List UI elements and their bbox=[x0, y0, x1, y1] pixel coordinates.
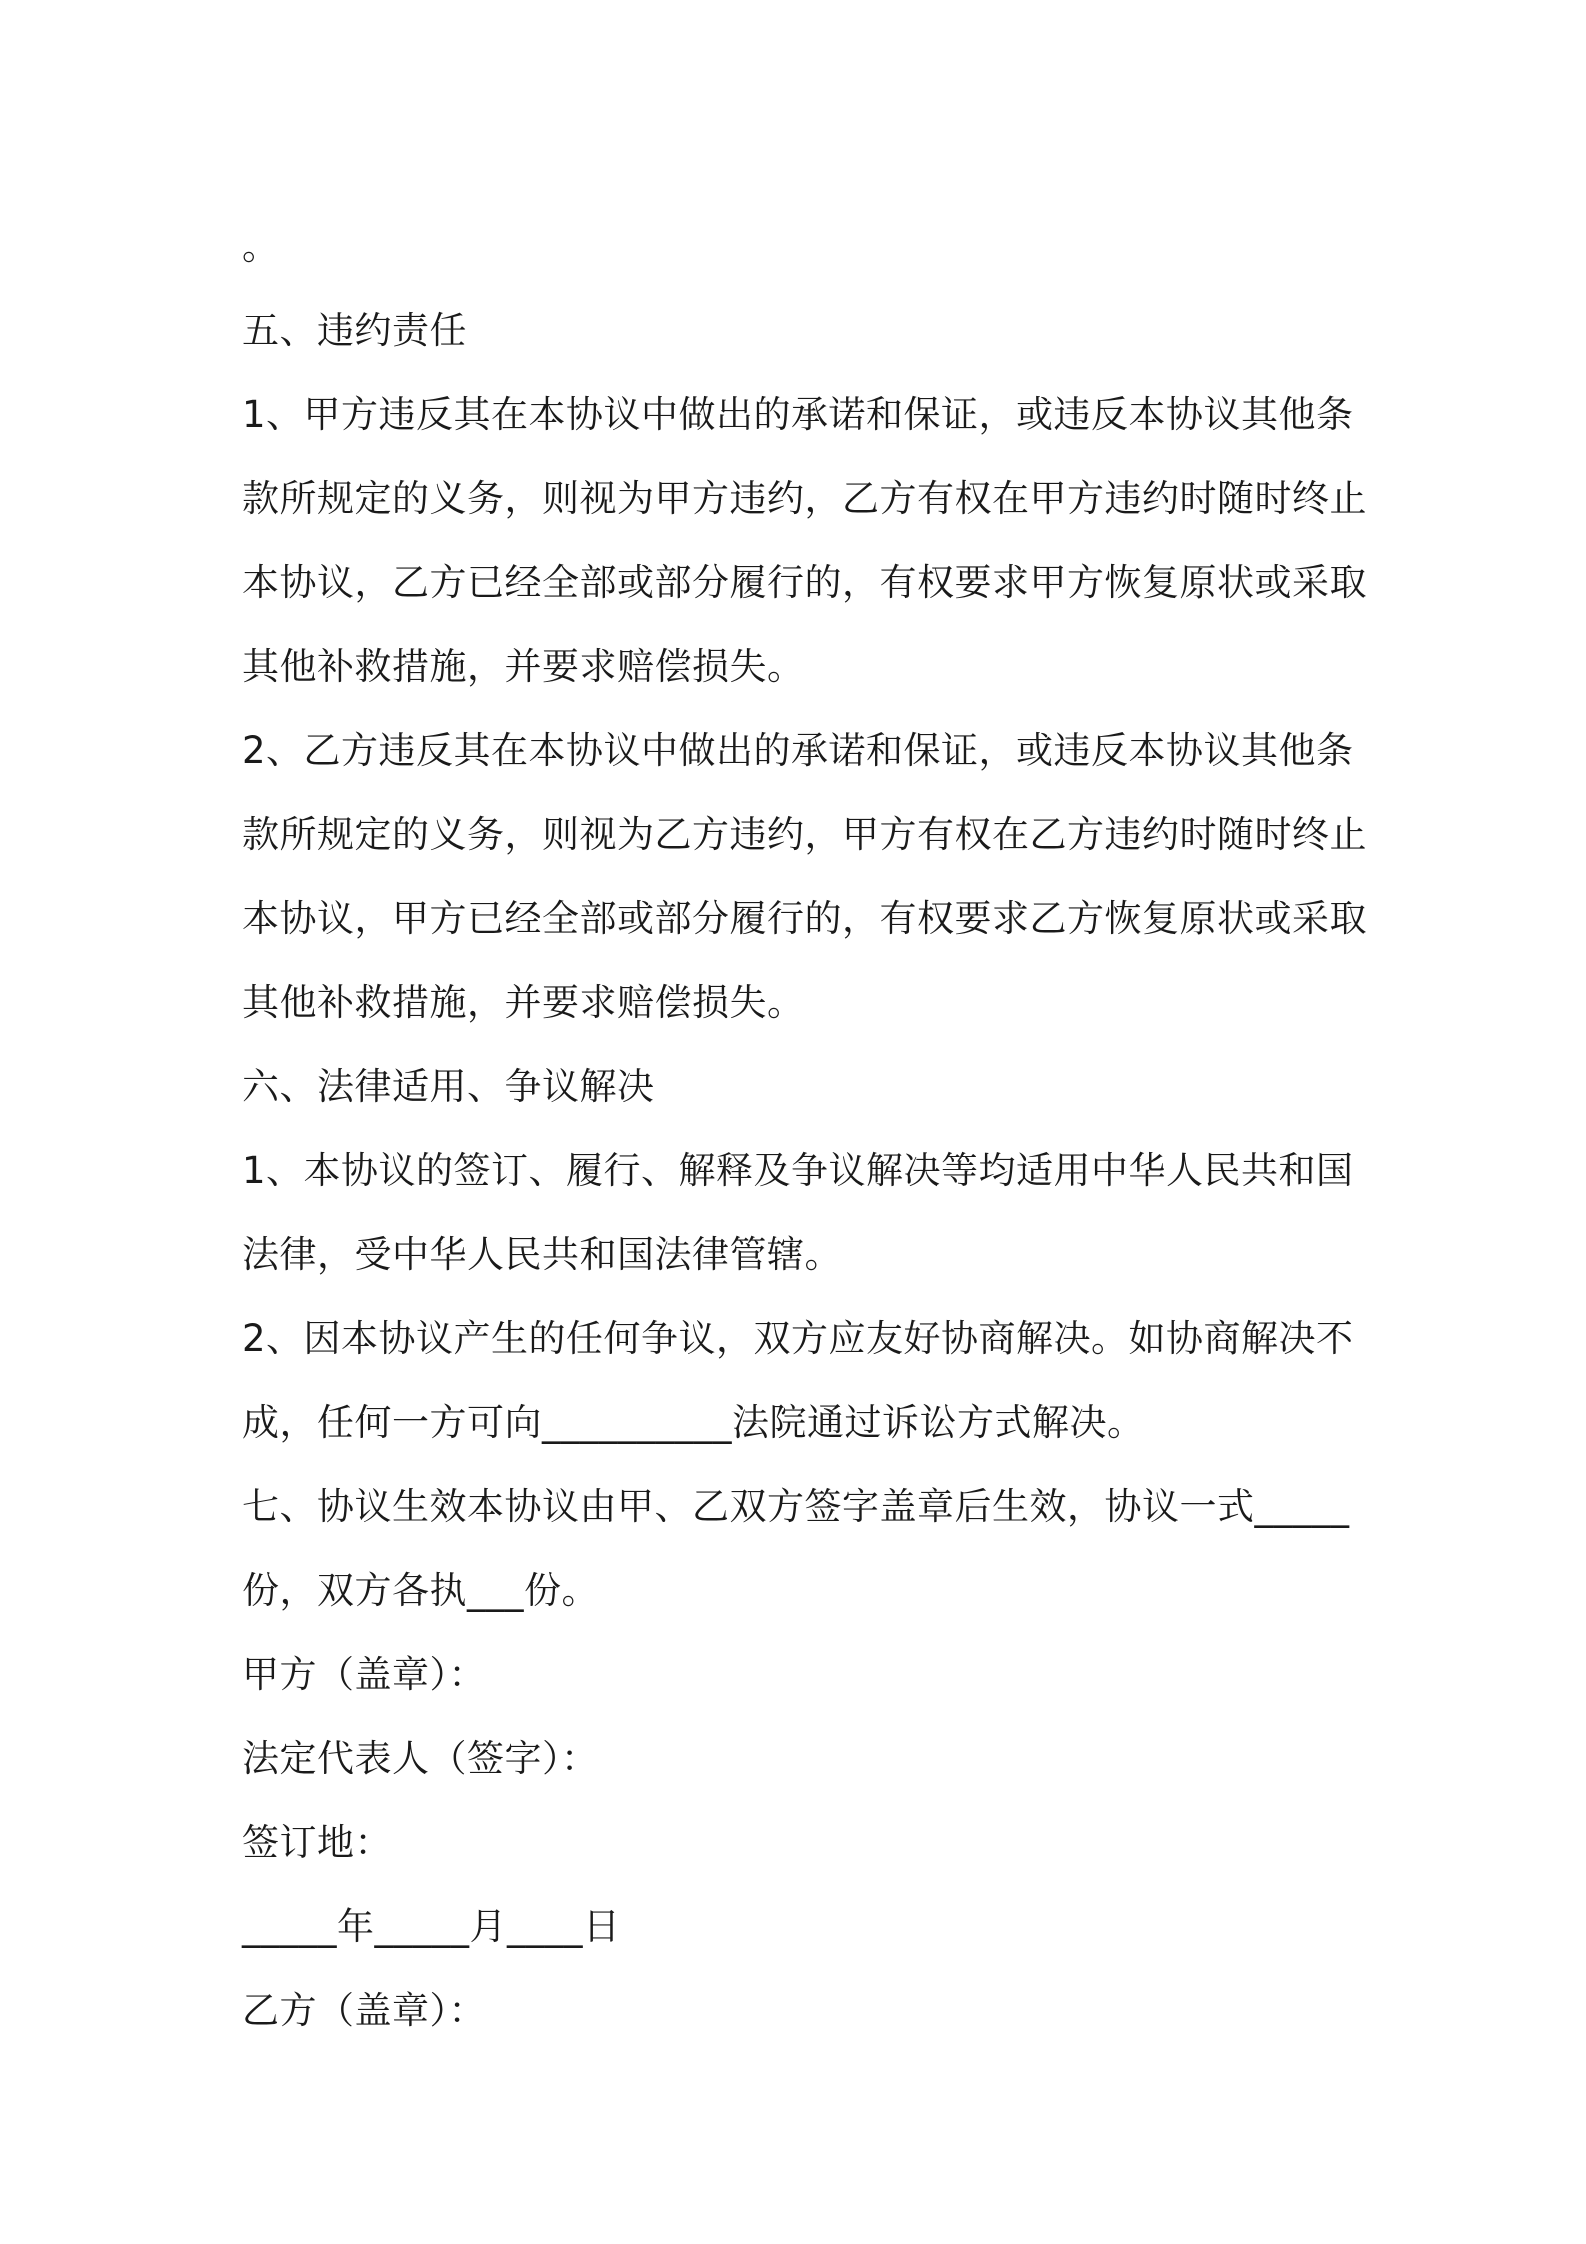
legal-representative-signature-label: 法定代表人（签字）： bbox=[242, 1737, 599, 1780]
clause-6-2-line-2: 成，任何一方可向__________法院通过诉讼方式解决。 bbox=[242, 1401, 1145, 1444]
clause-5-1-line-2: 款所规定的义务，则视为甲方违约，乙方有权在甲方违约时随时终止 bbox=[242, 477, 1367, 520]
clause-6-1-line-1: 1、本协议的签订、履行、解释及争议解决等均适用中华人民共和国 bbox=[242, 1149, 1354, 1192]
clause-5-1-line-1: 1、甲方违反其在本协议中做出的承诺和保证，或违反本协议其他条 bbox=[242, 393, 1354, 436]
signing-place-label: 签订地： bbox=[242, 1821, 392, 1864]
section-7-effectiveness-line-1: 七、协议生效本协议由甲、乙双方签字盖章后生效，协议一式_____ bbox=[242, 1485, 1350, 1528]
section-7-effectiveness-line-2: 份，双方各执___份。 bbox=[242, 1569, 599, 1612]
clause-6-2-line-1: 2、因本协议产生的任何争议，双方应友好协商解决。如协商解决不 bbox=[242, 1317, 1354, 1360]
section-heading-governing-law: 六、法律适用、争议解决 bbox=[242, 1065, 655, 1108]
clause-5-2-line-3: 本协议，甲方已经全部或部分履行的，有权要求乙方恢复原状或采取 bbox=[242, 897, 1367, 940]
clause-5-1-line-3: 本协议，乙方已经全部或部分履行的，有权要求甲方恢复原状或采取 bbox=[242, 561, 1367, 604]
clause-5-2-line-4: 其他补救措施，并要求赔偿损失。 bbox=[242, 981, 805, 1024]
clause-5-2-line-2: 款所规定的义务，则视为乙方违约，甲方有权在乙方违约时随时终止 bbox=[242, 813, 1367, 856]
text-fragment-period: 。 bbox=[242, 225, 280, 268]
document-page bbox=[242, 205, 1367, 2053]
clause-5-2-line-1: 2、乙方违反其在本协议中做出的承诺和保证，或违反本协议其他条 bbox=[242, 729, 1354, 772]
party-b-seal-label: 乙方（盖章）： bbox=[242, 1989, 486, 2032]
section-heading-breach-liability: 五、违约责任 bbox=[242, 309, 467, 352]
clause-6-1-line-2: 法律，受中华人民共和国法律管辖。 bbox=[242, 1233, 842, 1276]
party-a-seal-label: 甲方（盖章）： bbox=[242, 1653, 486, 1696]
clause-5-1-line-4: 其他补救措施，并要求赔偿损失。 bbox=[242, 645, 805, 688]
signing-date-blank: _____年_____月____日 bbox=[242, 1905, 621, 1948]
